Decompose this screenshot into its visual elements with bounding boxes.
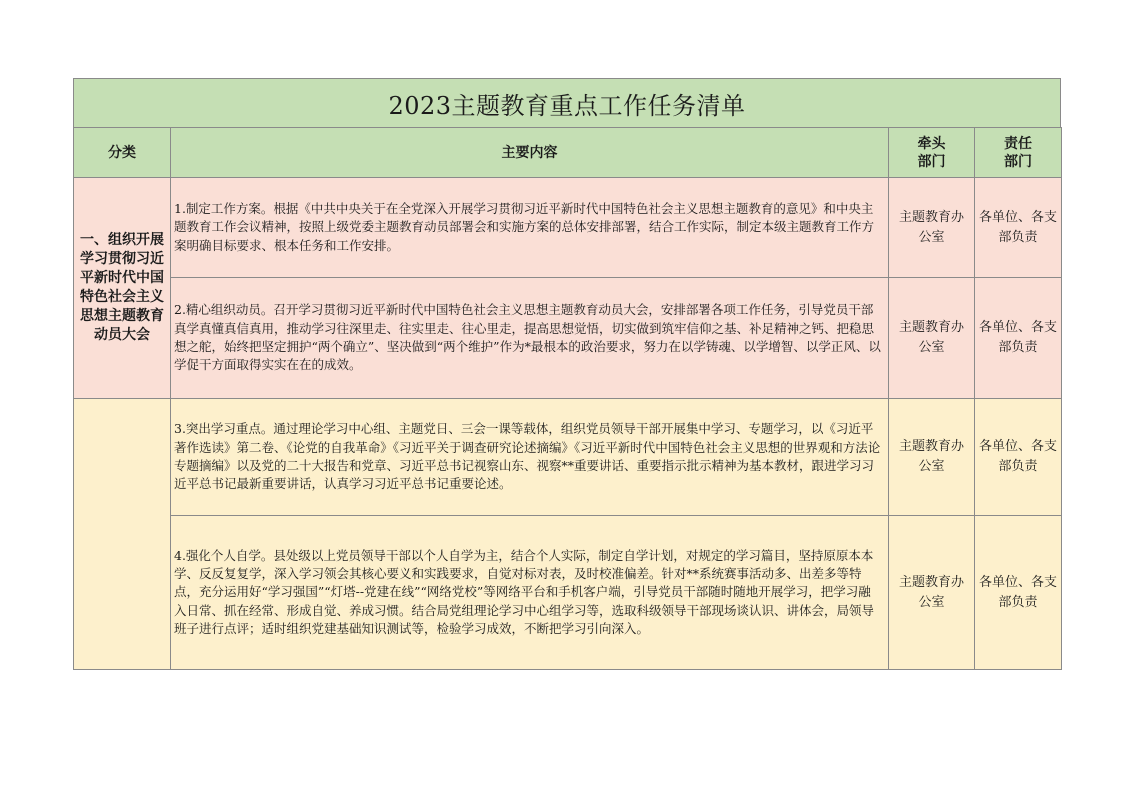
task-list-sheet — [73, 78, 1061, 670]
lead-dept-cell: 主题教育办公室 — [889, 178, 975, 278]
header-resp-dept-line2: 部门 — [1004, 153, 1032, 170]
header-lead-dept-line1: 牵头 — [917, 135, 946, 152]
lead-dept-cell: 主题教育办公室 — [889, 516, 975, 670]
category-cell-section1: 一、组织开展学习贯彻习近平新时代中国特色社会主义思想主题教育动员大会 — [74, 178, 171, 399]
header-row — [74, 128, 1062, 178]
header-content: 主要内容 — [171, 128, 889, 178]
resp-dept-cell: 各单位、各支部负责 — [975, 399, 1062, 516]
task-table — [73, 127, 1062, 670]
table-row — [74, 278, 1062, 399]
content-cell: 3.突出学习重点。通过理论学习中心组、主题党日、三会一课等载体，组织党员领导干部开展集中学习、专题学习，以《习近平著作选读》第二卷、《论党的自我革命》《习近平关于调查研究论述摘编》《习近平新时代中国特色社会主义思想的世界观和方法论专题摘编》以及党的二十大报告和党章、习近平总书记视察山东、视察**重要讲话、重要指示批示精神为基本教材，跟进学习习近平总书记最新重要讲话，认真学习习近平总书记重要论述。 — [171, 399, 889, 516]
header-lead-dept-line2: 部门 — [917, 153, 946, 170]
header-lead-dept — [889, 128, 975, 178]
content-cell: 4.强化个人自学。县处级以上党员领导干部以个人自学为主，结合个人实际，制定自学计划，对规定的学习篇目，坚持原原本本学、反反复复学，深入学习领会其核心要义和实践要求，自觉对标对表，及时校准偏差。针对**系统赛事活动多、出差多等特点，充分运用好“学习强国”“灯塔--党建在线”“网络党校”等网络平台和手机客户端，引导党员干部随时随地开展学习，把学习融入日常、抓在经常、形成自觉、养成习惯。结合局党组理论学习中心组学习等，选取科级领导干部现场谈认识、讲体会，局领导班子进行点评；适时组织党建基础知识测试等，检验学习成效，不断把学习引向深入。 — [171, 516, 889, 670]
table-row — [74, 516, 1062, 670]
resp-dept-cell: 各单位、各支部负责 — [975, 516, 1062, 670]
content-cell: 2.精心组织动员。召开学习贯彻习近平新时代中国特色社会主义思想主题教育动员大会，安排部署各项工作任务，引导党员干部真学真懂真信真用，推动学习往深里走、往实里走、往心里走，提高思想觉悟，切实做到筑牢信仰之基、补足精神之钙、把稳思想之舵，始终把坚定拥护“两个确立”、坚决做到“两个维护”作为*最根本的政治要求，努力在以学铸魂、以学增智、以学正风、以学促干方面取得实实在在的成效。 — [171, 278, 889, 399]
table-row — [74, 399, 1062, 516]
header-resp-dept-line1: 责任 — [1004, 135, 1032, 152]
resp-dept-cell: 各单位、各支部负责 — [975, 278, 1062, 399]
header-category: 分类 — [74, 128, 171, 178]
sheet-title: 2023主题教育重点工作任务清单 — [73, 78, 1061, 127]
header-resp-dept — [975, 128, 1062, 178]
lead-dept-cell: 主题教育办公室 — [889, 399, 975, 516]
category-cell-section2 — [74, 399, 171, 670]
resp-dept-cell: 各单位、各支部负责 — [975, 178, 1062, 278]
content-cell: 1.制定工作方案。根据《中共中央关于在全党深入开展学习贯彻习近平新时代中国特色社会主义思想主题教育的意见》和中央主题教育工作会议精神，按照上级党委主题教育动员部署会和实施方案的总体安排部署，结合工作实际，制定本级主题教育工作方案明确目标要求、根本任务和工作安排。 — [171, 178, 889, 278]
table-row — [74, 178, 1062, 278]
lead-dept-cell: 主题教育办公室 — [889, 278, 975, 399]
